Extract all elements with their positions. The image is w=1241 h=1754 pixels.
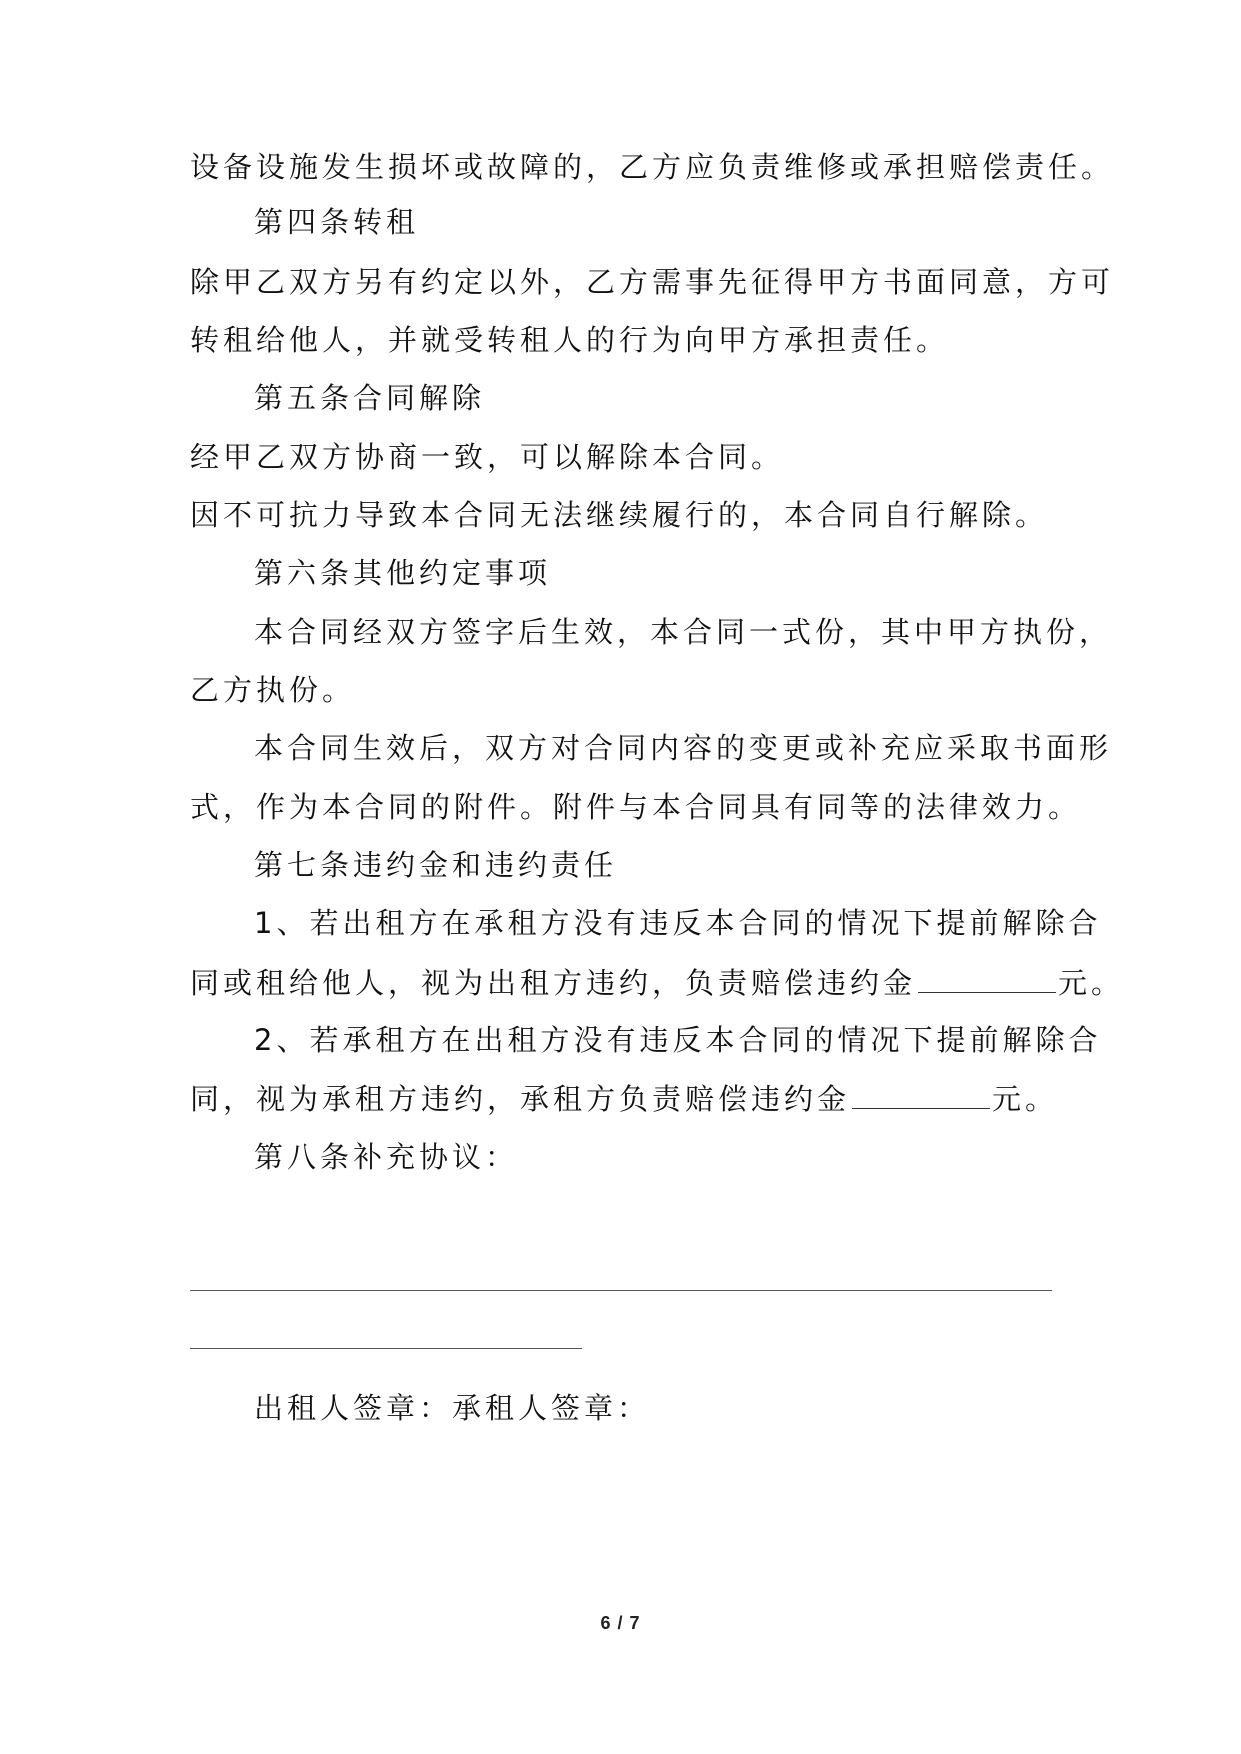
- paragraph-line: 1、若出租方在承租方没有违反本合同的情况下提前解除合: [254, 906, 1102, 940]
- section-heading: 第七条违约金和违约责任: [254, 848, 618, 882]
- penalty-line-2-unit: 元。: [992, 1082, 1059, 1116]
- section-heading: 第五条合同解除: [254, 381, 486, 415]
- section-heading: 第四条转租: [254, 205, 420, 239]
- paragraph-line: 式，作为本合同的附件。附件与本合同具有同等的法律效力。: [190, 790, 1082, 824]
- section-heading: 第八条补充协议：: [254, 1140, 519, 1174]
- paragraph-line: 经甲乙双方协商一致，可以解除本合同。: [190, 440, 785, 474]
- amount-blank: [852, 1078, 990, 1109]
- supplement-blank-line: [190, 1290, 1052, 1291]
- paragraph-line: 本合同生效后，双方对合同内容的变更或补充应采取书面形: [254, 731, 1113, 765]
- supplement-blank-line: [190, 1348, 582, 1349]
- signature-line: 出租人签章：承租人签章：: [254, 1391, 651, 1425]
- paragraph-line: 本合同经双方签字后生效，本合同一式份，其中甲方执份，: [254, 615, 1113, 649]
- penalty-line-1-text: 同或租给他人，视为出租方违约，负责赔偿违约金: [190, 966, 917, 1000]
- penalty-line-2: [190, 1078, 1058, 1119]
- section-heading: 第六条其他约定事项: [254, 556, 552, 590]
- paragraph-line: 转租给他人，并就受转租人的行为向甲方承担责任。: [190, 323, 950, 357]
- penalty-line-2-text: 同，视为承租方违约，承租方负责赔偿违约金: [190, 1082, 851, 1116]
- penalty-line-1: [190, 962, 1124, 1003]
- penalty-line-1-unit: 元。: [1058, 966, 1125, 1000]
- paragraph-line: 乙方执份。: [190, 673, 356, 707]
- amount-blank: [918, 962, 1056, 993]
- paragraph-line: 因不可抗力导致本合同无法继续履行的，本合同自行解除。: [190, 498, 1049, 532]
- paragraph-line: 2、若承租方在出租方没有违反本合同的情况下提前解除合: [254, 1023, 1102, 1057]
- paragraph-line: 除甲乙双方另有约定以外，乙方需事先征得甲方书面同意，方可: [190, 265, 1115, 299]
- page-number: 6 / 7: [600, 1613, 641, 1633]
- paragraph-line: 设备设施发生损坏或故障的，乙方应负责维修或承担赔偿责任。: [190, 150, 1115, 184]
